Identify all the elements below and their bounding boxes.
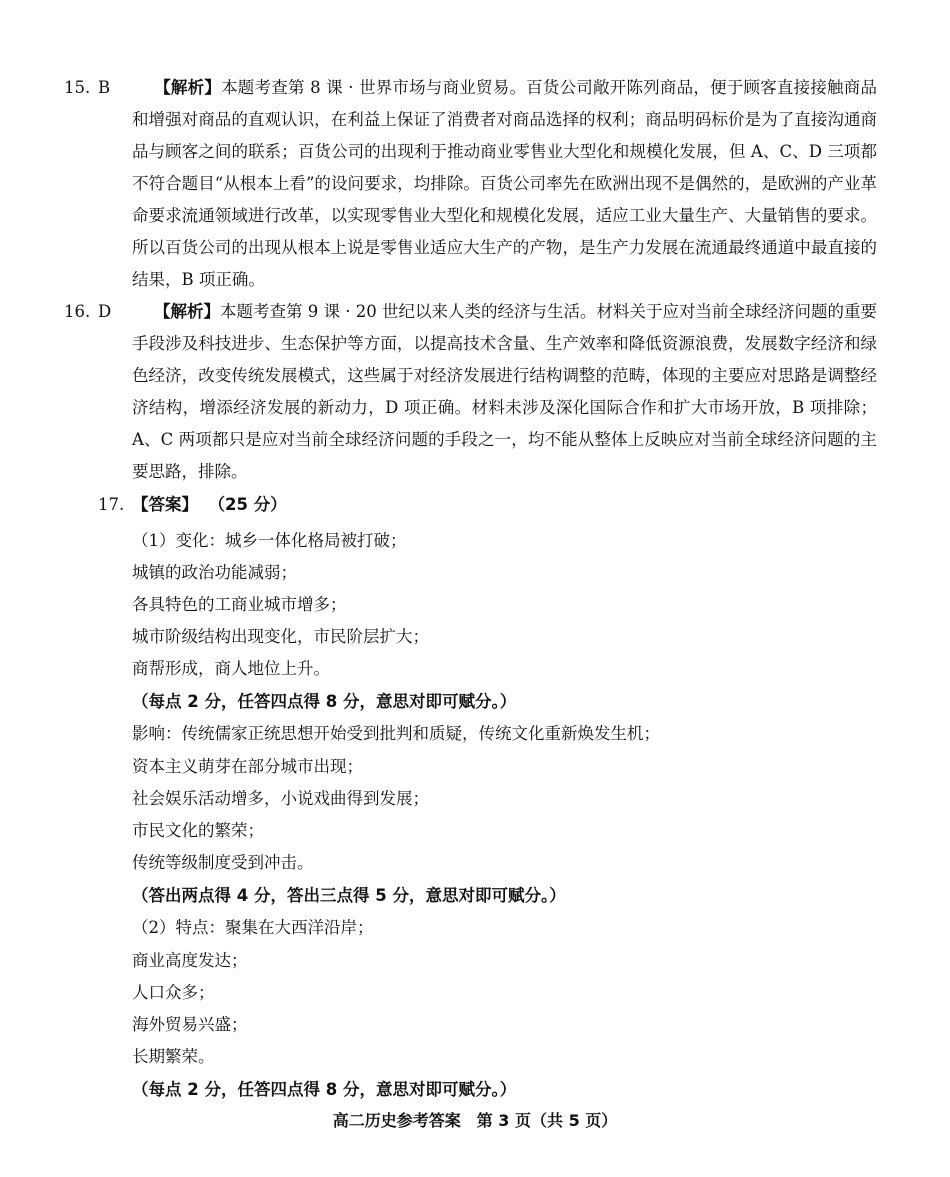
answer-line: 城镇的政治功能减弱；: [132, 563, 297, 582]
answer-line: （1）变化：城乡一体化格局被打破；: [132, 531, 407, 550]
answer-line: 各具特色的工商业城市增多；: [132, 595, 347, 614]
question-number: 17.: [98, 495, 125, 514]
answer-line: 人口众多；: [132, 983, 215, 1002]
score-total: （25 分）: [208, 495, 287, 514]
answer-line: 市民文化的繁荣；: [132, 821, 264, 840]
answer-line: 资本主义萌芽在部分城市出现；: [132, 757, 363, 776]
answer-line: 长期繁荣。: [132, 1047, 215, 1066]
question-15: [64, 72, 877, 296]
answer-line: （2）特点：聚集在大西洋沿岸；: [132, 918, 374, 937]
analysis-tag: 【解析】: [154, 302, 221, 321]
question-16: [64, 296, 878, 488]
analysis-text: 本题考查第 8 课 · 世界市场与商业贸易。百货公司敞开陈列商品，便于顾客直接接触商品和增强对商品的直观认识，在利益上保证了消费者对商品选择的权利；商品明码标价是为了直接沟通商品与顾客之间的联系；百货公司的出现利于推动商业零售业大型化和规模化发展，但 A、C、D 三项都不符合题目“从根本上看”的设问要求，均排除。百货公司率先在欧洲出现不是偶然的，是欧洲的产业革命要求流通领域进行改革，以实现零售业大型化和规模化发展，适应工业大量生产、大量销售的要求。所以百货公司的出现从根本上说是零售业适应大生产的产物，是生产力发展在流通最终通道中最直接的结果，B 项正确。: [132, 78, 877, 289]
question-17-header: [98, 489, 843, 521]
answer-line: 社会娱乐活动增多，小说戏曲得到发展；: [132, 789, 429, 808]
answer-line: 海外贸易兴盛；: [132, 1015, 248, 1034]
analysis-text: 本题考查第 9 课 · 20 世纪以来人类的经济与生活。材料关于应对当前全球经济问题的重要手段涉及科技进步、生态保护等方面，以提高技术含量、生产效率和降低资源浪费，发展数字经济和绿色经济，改变传统发展模式，这些属于对经济发展进行结构调整的范畴，体现的主要应对思路是调整经济结构，增添经济发展的新动力，D 项正确。材料未涉及深化国际合作和扩大市场开放，B 项排除；A、C 两项都只是应对当前全球经济问题的手段之一，均不能从整体上反映应对当前全球经济问题的主要思路，排除。: [132, 302, 878, 481]
question-number: 16.: [64, 302, 91, 321]
answer-line: 城市阶级结构出现变化，市民阶层扩大；: [132, 627, 429, 646]
answer-line: 影响：传统儒家正统思想开始受到批判和质疑，传统文化重新焕发生机；: [132, 724, 660, 743]
question-answer: B: [98, 78, 111, 97]
question-answer: D: [98, 302, 112, 321]
answer-line: 商帮形成，商人地位上升。: [132, 659, 330, 678]
answer-line: 商业高度发达；: [132, 951, 248, 970]
scoring-note: （每点 2 分，任答四点得 8 分，意思对即可赋分。）: [132, 692, 517, 711]
scoring-note: （每点 2 分，任答四点得 8 分，意思对即可赋分。）: [132, 1080, 517, 1099]
scoring-note: （答出两点得 4 分，答出三点得 5 分，意思对即可赋分。）: [132, 886, 566, 905]
answer-tag: 【答案】: [132, 495, 198, 514]
answer-line: 传统等级制度受到冲击。: [132, 853, 314, 872]
question-number: 15.: [64, 78, 91, 97]
page-footer: 高二历史参考答案 第 3 页（共 5 页）: [332, 1111, 618, 1130]
analysis-tag: 【解析】: [154, 78, 222, 97]
